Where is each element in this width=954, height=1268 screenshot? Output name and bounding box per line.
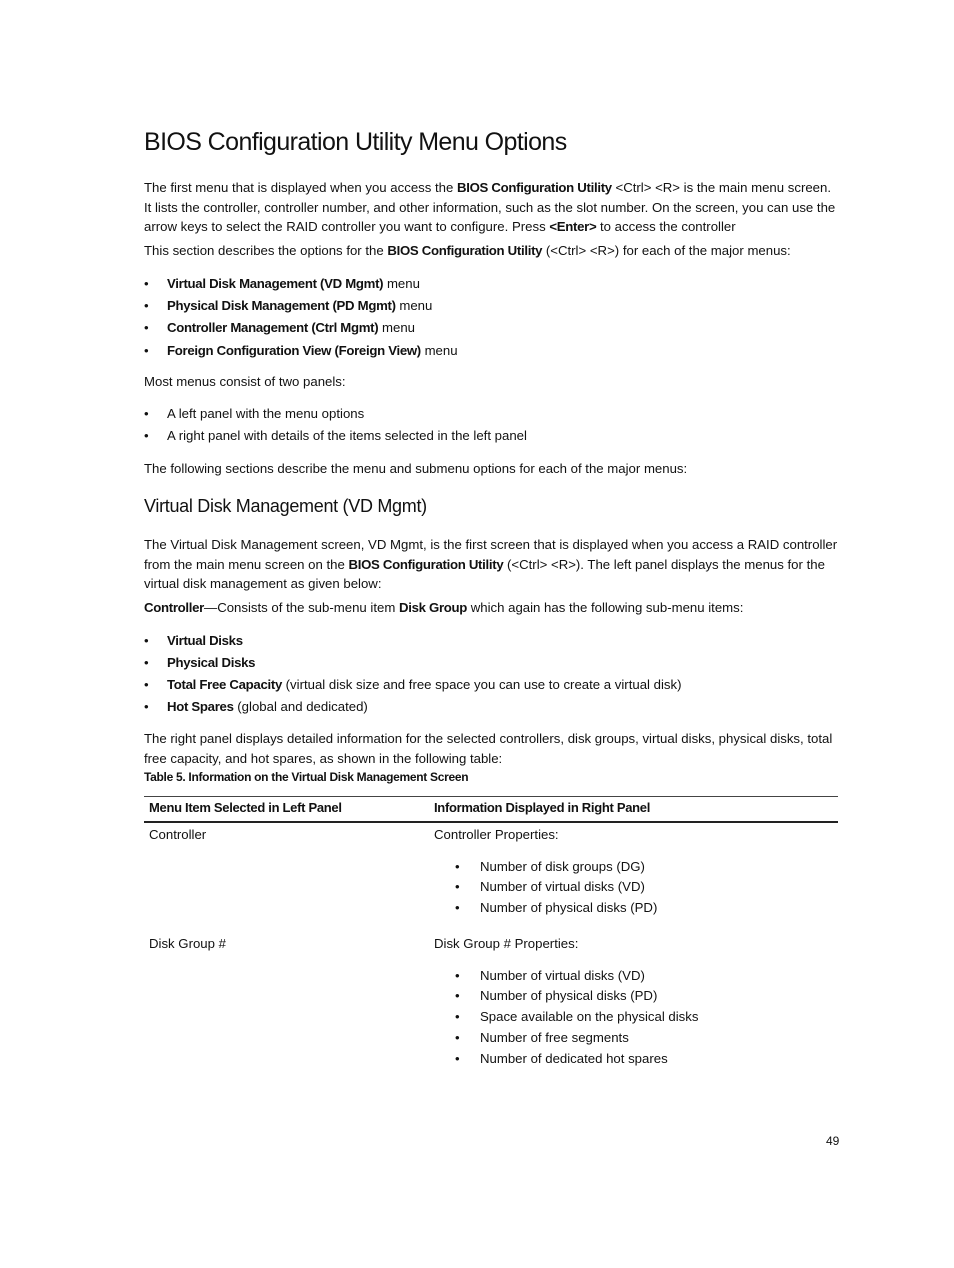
text: which again has the following sub-menu items:	[467, 600, 744, 615]
table-top-rule	[144, 796, 838, 797]
bullet-icon: •	[455, 1030, 460, 1045]
table-cell-properties-title: Disk Group # Properties:	[434, 936, 579, 951]
bullet-icon: •	[455, 988, 460, 1003]
menu-list-item	[144, 318, 416, 337]
text: (virtual disk size and free space you can use to create a virtual disk)	[281, 677, 682, 692]
page-number: 49	[826, 1134, 840, 1148]
intro-paragraph-2	[144, 241, 838, 261]
menu-name: Virtual Disk Management (VD Mgmt)	[167, 276, 384, 291]
disk-group-term: Disk Group	[398, 600, 468, 615]
text: (global and dedicated)	[233, 699, 368, 714]
table-cell-bullet	[455, 968, 645, 983]
text: The first menu that is displayed when you access the	[144, 180, 457, 195]
bullet-icon: •	[455, 1051, 460, 1066]
section-heading: Virtual Disk Management (VD Mgmt)	[144, 496, 427, 516]
text: This section describes the options for the	[144, 243, 388, 258]
bullet-icon: •	[144, 428, 149, 443]
text: Number of virtual disks (VD)	[480, 968, 645, 983]
utility-name: BIOS Configuration Utility	[387, 243, 543, 258]
bullet-icon: •	[455, 859, 460, 874]
item-name: Virtual Disks	[167, 633, 243, 648]
text: Number of physical disks (PD)	[480, 988, 658, 1003]
bullet-icon: •	[144, 655, 149, 670]
bullet-icon: •	[144, 406, 149, 421]
intro-paragraph-1	[144, 178, 838, 237]
bullet-icon: •	[144, 298, 149, 313]
text: menu	[395, 298, 433, 313]
table-header-rule	[144, 821, 838, 823]
text: —Consists of the sub-menu item	[204, 600, 399, 615]
table-header-right: Information Displayed in Right Panel	[434, 800, 651, 815]
bullet-icon: •	[144, 320, 149, 335]
text: Number of virtual disks (VD)	[480, 879, 645, 894]
menu-name: Controller Management (Ctrl Mgmt)	[167, 320, 379, 335]
bullet-icon: •	[144, 699, 149, 714]
menu-name: Physical Disk Management (PD Mgmt)	[167, 298, 396, 313]
text: Space available on the physical disks	[480, 1009, 699, 1024]
text: (<Ctrl> <R>) for each of the major menus:	[542, 243, 791, 258]
text: Number of dedicated hot spares	[480, 1051, 668, 1066]
table-cell-bullet	[455, 900, 658, 915]
item-name: Hot Spares	[167, 699, 234, 714]
table-caption: Table 5. Information on the Virtual Disk Management Screen	[144, 770, 469, 784]
table-cell-menu-item: Disk Group #	[149, 936, 226, 951]
text: Number of disk groups (DG)	[480, 859, 645, 874]
section-paragraph-3: The right panel displays detailed information for the selected controllers, disk groups, virtual disks, physical disks, total free capacity, and hot spares, as shown in the following table:	[144, 731, 833, 766]
panel-list-item	[144, 426, 527, 445]
page-title: BIOS Configuration Utility Menu Options	[144, 128, 567, 156]
utility-name: BIOS Configuration Utility	[457, 180, 612, 195]
section-paragraph-1	[144, 535, 838, 594]
section-paragraph-2	[144, 598, 838, 618]
table-cell-properties-title: Controller Properties:	[434, 827, 559, 842]
following-paragraph: The following sections describe the menu and submenu options for each of the major menus:	[144, 461, 688, 476]
text: The Virtual Disk Management screen, VD Mgmt, is the first screen that is displayed when you access a RAID controller from the main menu screen on the	[144, 537, 838, 572]
table-cell-bullet	[455, 1030, 629, 1045]
bullet-icon: •	[455, 900, 460, 915]
bullet-icon: •	[144, 677, 149, 692]
table-header-left: Menu Item Selected in Left Panel	[149, 800, 342, 815]
table-cell-bullet	[455, 988, 658, 1003]
panels-intro: Most menus consist of two panels:	[144, 374, 346, 389]
submenu-list-item	[144, 631, 243, 650]
text: <Ctrl> <R> is the main menu screen. It lists the controller, controller number, and other information, such as the slot number. On the screen, you can use the arrow keys to select the RAID controller you want to configure. Press	[144, 180, 836, 235]
menu-list-item	[144, 341, 458, 360]
text: to access the controller	[596, 219, 736, 235]
enter-key: <Enter>	[549, 219, 597, 235]
item-name: Physical Disks	[167, 655, 256, 670]
table-cell-bullet	[455, 1051, 668, 1066]
menu-list-item	[144, 274, 420, 293]
bullet-icon: •	[144, 633, 149, 648]
menu-list-item	[144, 296, 433, 315]
submenu-list-item	[144, 675, 682, 694]
text: menu	[420, 343, 458, 358]
text: Number of physical disks (PD)	[480, 900, 658, 915]
utility-name: BIOS Configuration Utility	[348, 556, 504, 572]
table-cell-bullet	[455, 859, 645, 874]
text: menu	[378, 320, 416, 335]
menu-name: Foreign Configuration View (Foreign View)	[167, 343, 421, 358]
text: A right panel with details of the items selected in the left panel	[167, 428, 527, 443]
table-cell-bullet	[455, 1009, 699, 1024]
table-cell-bullet	[455, 879, 645, 894]
item-name: Total Free Capacity	[167, 677, 282, 692]
bullet-icon: •	[144, 343, 149, 358]
controller-term: Controller	[144, 600, 205, 615]
table-cell-menu-item: Controller	[149, 827, 207, 842]
submenu-list-item	[144, 653, 256, 672]
bullet-icon: •	[144, 276, 149, 291]
text: (<Ctrl> <R>). The left panel displays the menus for the virtual disk management as given below:	[144, 556, 825, 592]
bullet-icon: •	[455, 879, 460, 894]
panel-list-item	[144, 404, 365, 423]
text: Number of free segments	[480, 1030, 629, 1045]
text: A left panel with the menu options	[167, 406, 365, 421]
text: menu	[383, 276, 420, 291]
submenu-list-item	[144, 697, 368, 716]
bullet-icon: •	[455, 1009, 460, 1024]
bullet-icon: •	[455, 968, 460, 983]
